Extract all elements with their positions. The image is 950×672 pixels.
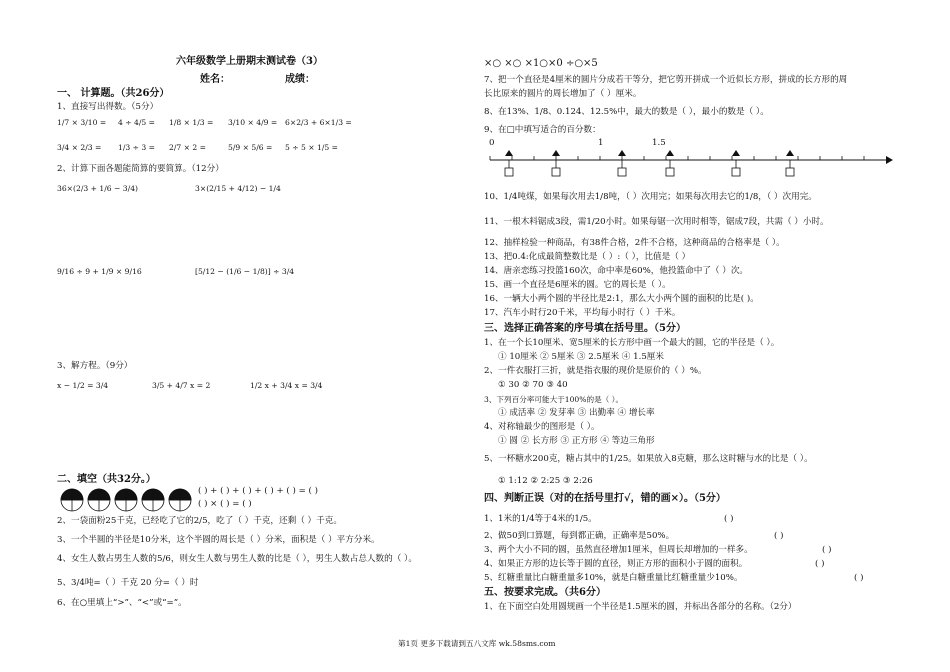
calc-c4: [5/12 − (1/6 − 1/8)] ÷ 3/4 [195,267,295,276]
s1-q3: 3、解方程。（9分） [57,361,133,371]
s2-i3: 3、一个半圆的半径是10分米，这个半圆的周长是（ ）分米，面积是（ ）平方分米。 [57,535,380,545]
arrow-marker-4 [666,150,674,156]
section5-heading: 五、按要求完成。（共6分） [484,587,606,598]
calc-r1-2: 4 ÷ 4/5 = [118,118,156,127]
calc-r2-1: 3/4 × 2/3 = [57,143,102,152]
s3-o1: ① 10厘米 ② 5厘米 ③ 2.5厘米 ④ 1.5厘米 [498,352,664,362]
s4-q3: 3、两个大小不同的圆，虽然直径增加1厘米，但周长却增加的一样多。 [484,545,753,555]
s4-paren-4: ( ) [815,559,825,569]
s3-o2: ① 30 ② 70 ③ 40 [498,380,568,390]
calc-r1-1: 1/7 × 3/10 = [57,118,107,127]
s2-i2: 2、一袋面粉25千克，已经吃了它的2/5，吃了（ ）千克，还剩（ ）千克。 [57,516,342,526]
s2-i6: 6、在○里填上“>”、“<”或“=”。 [57,598,187,608]
answer-box-2 [552,168,560,176]
s4-q5: 5、红糖重量比白糖重量多10%，就是白糖重量比红糖重量少10%。 [484,573,743,583]
r-q11: 11、一根木料锯成3段，需1/20小时。如果每锯一次用时相等，锯成7段，共需（ ）小时。 [484,217,829,227]
s3-o5: ① 1:12 ② 2:25 ③ 2:26 [498,476,593,486]
r-q17: 17、汽车小时行20千米，平均每小时行（ ）千米。 [484,308,681,318]
r-q14: 14、唐亲恋练习投篮160次，命中率是60%，他投篮命中了（ ）次。 [484,266,749,276]
compare-row: ×○ ×○ ×1○×0 ÷○×5 [484,58,598,69]
calc-c2: 3×(2/15 + 4/12) − 1/4 [195,184,281,193]
pie-fraction-figure [60,488,195,514]
s3-o4: ① 圆 ② 长方形 ③ 正方形 ④ 等边三角形 [498,436,655,446]
s4-paren-1: ( ) [724,514,734,524]
pie-5 [169,489,191,511]
arrow-marker-3 [618,150,626,156]
page-footer: 第1页 更多下载请到五八文库 wk.58sms.com [398,639,556,648]
r-q7a: 7、把一个直径是4厘米的圆片分成若干等分，把它剪开拼成一个近似长方形，拼成的长方形的周 [484,75,848,85]
name-label: 姓名： [200,74,230,85]
s3-q4: 4、对称轴最少的图形是（ ）。 [484,422,600,432]
arrow-marker-1 [505,150,513,156]
s5-q1: 1、在下面空白处用圆规画一个半径是1.5厘米的圆，并标出各部分的名称。（2分） [484,602,797,612]
section3-heading: 三、选择正确答案的序号填在括号里。（5分） [484,323,686,334]
arrow-marker-6 [786,150,794,156]
s3-o3: ① 成活率 ② 发芽率 ③ 出勤率 ④ 增长率 [498,408,655,418]
s4-paren-5: ( ) [854,573,864,583]
s3-q2: 2、一件衣服打三折，就是指衣服的现价是原价的（ ）%。 [484,366,707,376]
tick-label-0: 0 [489,138,495,148]
r-q9: 9、在□中填写适合的百分数： [484,125,601,135]
equation-3: 1/2 x + 3/4 x = 3/4 [250,381,323,390]
answer-box-5 [732,168,740,176]
calc-r2-4: 5/9 × 5/6 = [228,143,273,152]
pie-2 [88,489,110,511]
calc-r2-2: 1/3 ÷ 3 = [118,143,156,152]
s4-paren-3: ( ) [822,545,832,555]
calc-c3: 9/16 ÷ 9 + 1/9 × 9/16 [57,267,142,276]
s2-i1: ( ) + ( ) + ( ) + ( ) + ( ) = ( ) [198,486,318,496]
arrow-marker-5 [732,150,740,156]
s2-i1b: ( ) × ( ) = ( ) [198,499,252,509]
s3-q5: 5、一杯糖水200克，糖占其中的1/25。如果放入8克糖，那么这时糖与水的比是（ ）。 [484,454,813,464]
calc-c1: 36×(2/3 + 1/6 − 3/4) [57,184,138,193]
number-line [488,148,898,188]
score-label: 成绩： [285,74,315,85]
calc-r2-3: 2/7 × 2 = [169,143,207,152]
r-q8: 8、在13%、1/8、0.124、12.5%中，最大的数是（ ），最小的数是（ ）。 [484,107,769,117]
answer-box-6 [786,168,794,176]
s1-q2: 2、计算下面各题能简算的要简算。（12分） [57,164,224,174]
answer-box-4 [666,168,674,176]
answer-box-1 [505,168,513,176]
page-title: 六年级数学上册期末测试卷（3） [176,56,323,67]
r-q12: 12、抽样检验一种商品，有38件合格，2件不合格，这种商品的合格率是（ ）。 [484,238,785,248]
pie-3 [115,489,137,511]
s3-q3: 3、下列百分率可能大于100%的是（ ）。 [484,395,624,404]
tick-label-1-5: 1.5 [652,138,666,148]
s1-q1: 1、直接写出得数。（5分） [57,102,159,112]
r-q10: 10、1/4吨煤，如果每次用去1/8吨，（ ）次用完；如果每次用去它的1/8，（ ）次用完。 [484,192,817,202]
s2-i5: 5、3/4吨=（ ）千克 20 分=（ ）时 [57,578,199,588]
s4-q4: 4、如果正方形的边长等于圆的直径，则正方形的面积小于圆的面积。 [484,559,748,569]
arrow-marker-2 [552,150,560,156]
section1-heading: 一、 计算题。（共26分） [57,88,170,99]
equation-1: x − 1/2 = 3/4 [57,381,109,390]
calc-r2-5: 5 ÷ 5 × 1/5 = [285,143,339,152]
r-q7b: 长比原来的圆片的周长增加了（ ）厘米。 [484,89,642,99]
s2-i4: 4、女生人数占男生人数的5/6，则女生人数与男生人数的比是（ ），男生人数占总人数的（ ）。 [57,554,417,564]
calc-r1-3: 1/8 × 1/3 = [169,118,214,127]
answer-box-3 [618,168,626,176]
pie-1 [61,489,83,511]
section2-heading: 二、填空（共32分。） [57,474,156,485]
s3-q1: 1、在一个长10厘米、宽5厘米的长方形中画一个最大的圆，它的半径是（ ）。 [484,338,780,348]
calc-r1-5: 6×2/3 + 6×1/3 = [285,118,352,127]
s4-q1: 1、1米的1/4等于4米的1/5。 [484,514,597,524]
s4-q2: 2、做50到口算题，每到都正确，正确率是50%。 [484,531,675,541]
r-q15: 15、画一个直径是6厘米的圆。它的周长是（ ）。 [484,280,671,290]
r-q13: 13、把0.4:化成最简整数比是（ ）:（ ），比值是（ ） [484,252,691,262]
calc-r1-4: 3/10 × 4/9 = [228,118,278,127]
equation-2: 3/5 + 4/7 x = 2 [152,381,211,390]
r-q16: 16、一辆大小两个圆的半径比是2:1，那么大小两个圆的面积的比是( )。 [484,294,759,304]
s4-paren-2: ( ) [774,531,784,541]
pie-4 [142,489,164,511]
section4-heading: 四、判断正误（对的在括号里打√，错的画×）。（5分） [484,493,726,504]
tick-label-1: 1 [598,138,604,148]
